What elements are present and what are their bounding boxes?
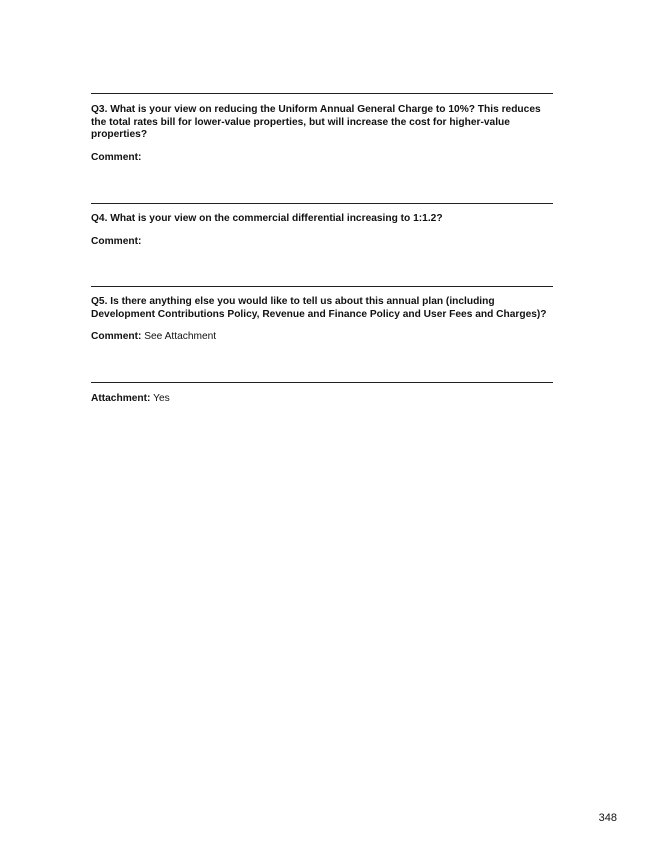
page-number: 348 (598, 812, 617, 824)
attachment-row (91, 393, 561, 406)
comment-row (91, 152, 561, 165)
question-block-q5 (91, 296, 561, 344)
comment-row (91, 331, 561, 344)
divider (91, 382, 553, 383)
question-block-q4 (91, 213, 561, 248)
attachment-label: Attachment: (91, 393, 151, 404)
comment-label: Comment: (91, 151, 142, 163)
comment-row (91, 236, 561, 249)
question-text: Q4. What is your view on the commercial differential increasing to 1:1.2? (91, 213, 443, 224)
divider (91, 203, 553, 204)
comment-label: Comment: (91, 235, 142, 247)
divider-top (91, 93, 553, 94)
attachment-line (91, 393, 561, 406)
question-text: Q3. What is your view on reducing the Uniform Annual General Charge to 10%? This reduces the total rates bill for lower-value properties, but will increase the cost for higher-value properties? (91, 104, 541, 141)
divider (91, 286, 553, 287)
question-block-q3 (91, 104, 561, 164)
comment-label: Comment: (91, 331, 142, 343)
attachment-value: Yes (153, 393, 170, 404)
question-text: Q5. Is there anything else you would like to tell us about this annual plan (including Development Contributions Policy, Revenue and Finance Policy and User Fees and Charges)? (91, 296, 547, 320)
comment-value: See Attachment (144, 331, 217, 343)
